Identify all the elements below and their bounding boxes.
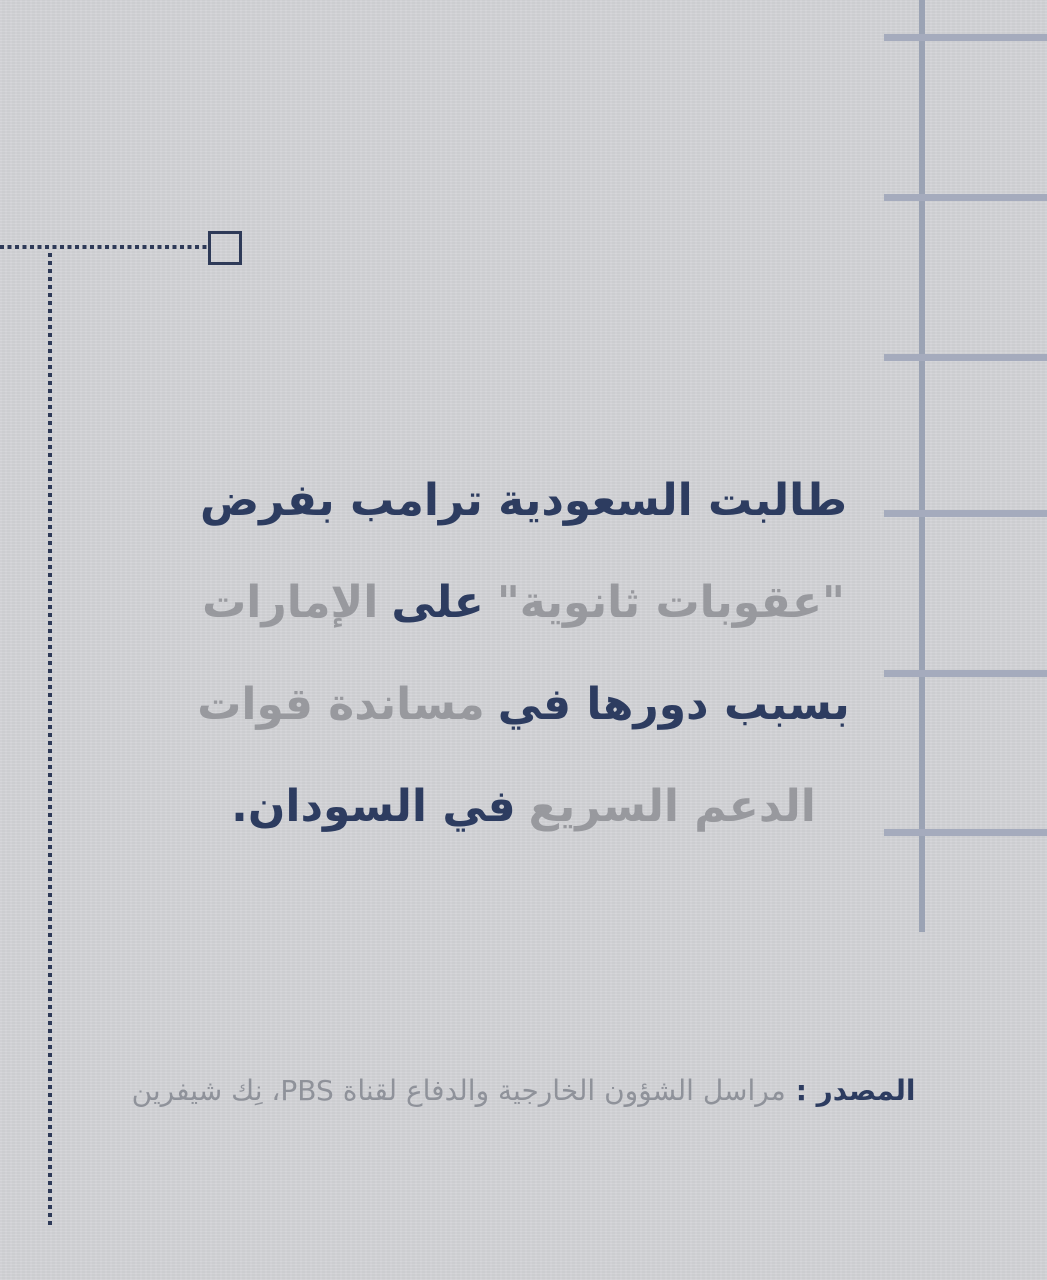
headline-segment: "عقوبات ثانوية" — [496, 576, 845, 628]
headline — [0, 449, 1047, 857]
headline-segment: مساندة قوات — [197, 678, 485, 730]
headline-segment: طالبت السعودية ترامب بفرض — [199, 474, 848, 526]
source-text: مراسل الشؤون الخارجية والدفاع لقناة PBS، نِك شيفرين — [131, 1074, 786, 1107]
grid-horizontal-line — [884, 34, 1047, 41]
headline-segment: على — [391, 576, 484, 628]
source-label: المصدر : — [795, 1074, 916, 1107]
headline-segment: بسبب دورها في — [497, 678, 850, 730]
headline-line-4 — [0, 755, 1047, 857]
dotted-line-horizontal — [0, 245, 207, 249]
grid-horizontal-line — [884, 194, 1047, 201]
headline-line-3 — [0, 653, 1047, 755]
source-attribution — [0, 1074, 1047, 1107]
headline-line-1 — [0, 449, 1047, 551]
headline-segment: الإمارات — [202, 576, 379, 628]
headline-segment: الدعم السريع — [528, 780, 816, 832]
headline-line-2 — [0, 551, 1047, 653]
outline-square — [208, 231, 242, 265]
grid-horizontal-line — [884, 354, 1047, 361]
headline-segment: في السودان. — [231, 780, 516, 832]
